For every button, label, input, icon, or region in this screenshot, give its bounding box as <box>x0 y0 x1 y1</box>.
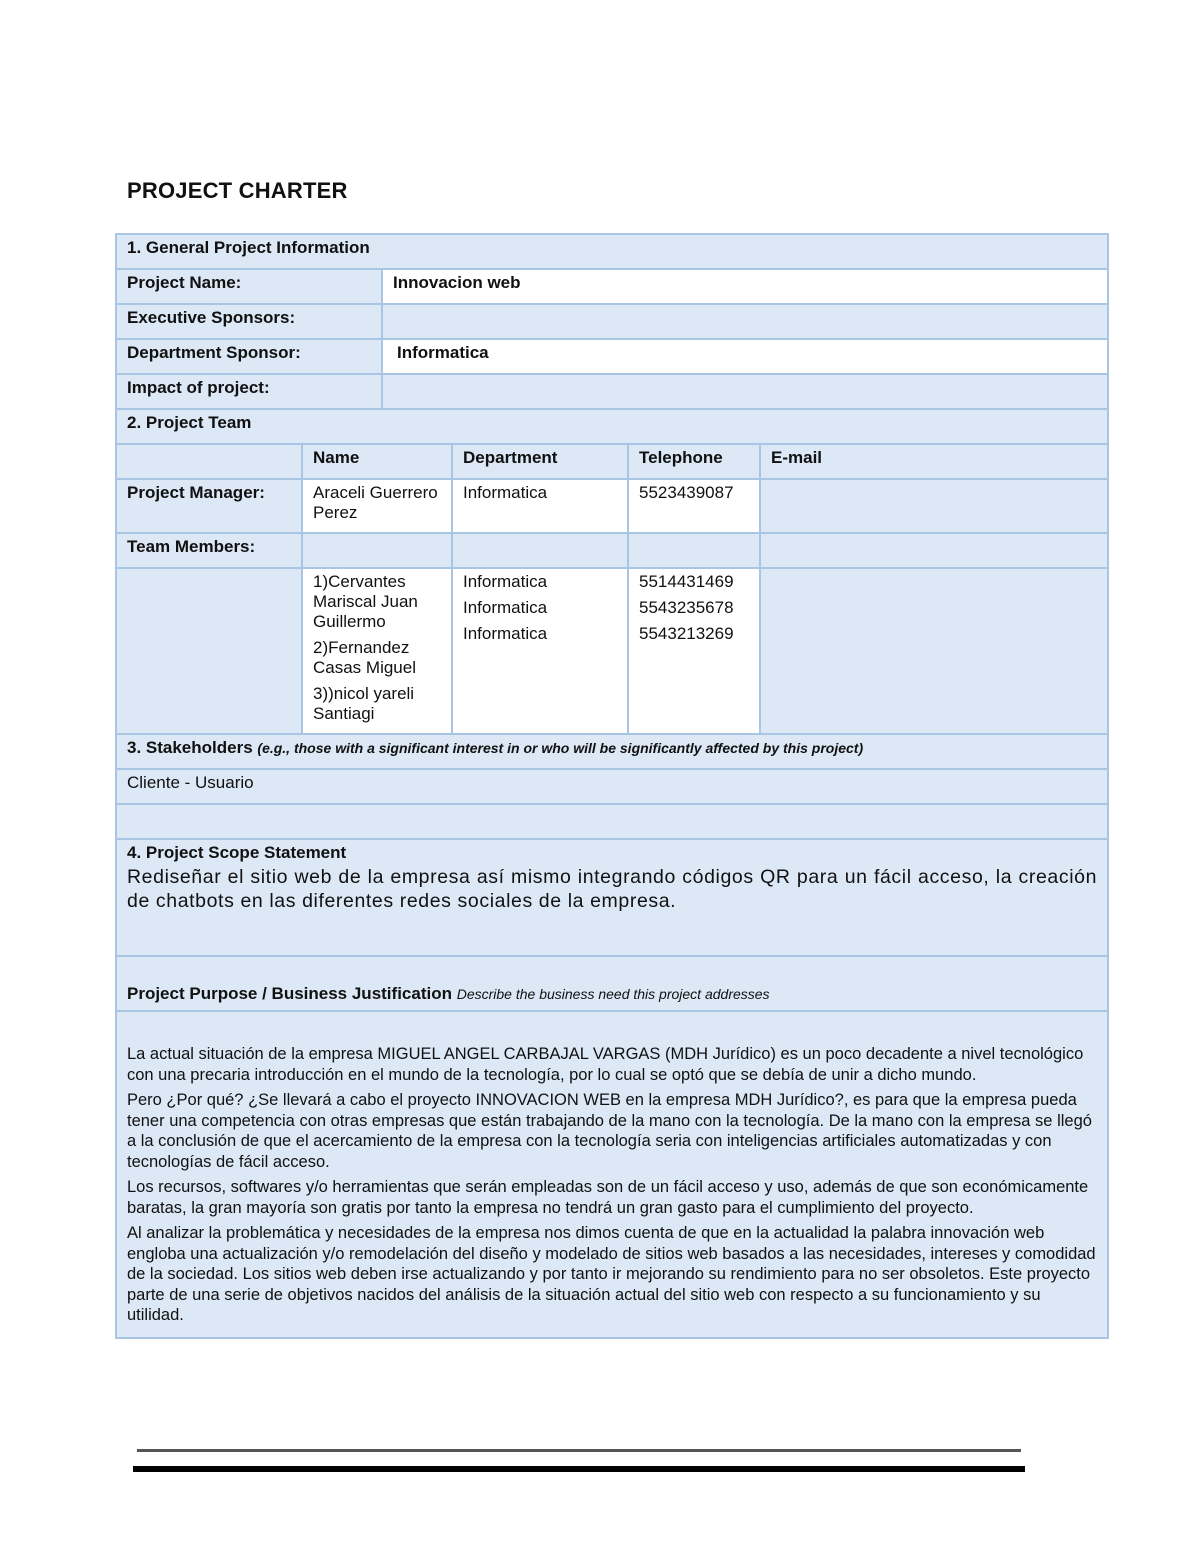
footer-divider-thick <box>133 1466 1025 1472</box>
project-name-row <box>116 269 1108 304</box>
team-members-blank-dept <box>452 533 628 568</box>
section2-heading-row <box>116 409 1108 444</box>
justification-cell <box>116 1011 1108 1338</box>
member-department: Informatica <box>463 624 548 643</box>
purpose-note: Describe the business need this project addresses <box>456 986 770 1002</box>
scope-statement: Rediseñar el sitio web de la empresa así mismo integrando códigos QR para un fácil acceso, la creación de chatbots en las diferentes redes sociales de la empresa. <box>127 866 1098 912</box>
executive-sponsors-row <box>116 304 1108 339</box>
col-header-department: Department <box>452 444 628 479</box>
member-telephone: 5543213269 <box>639 624 734 643</box>
section3-heading-row <box>116 734 1108 769</box>
stakeholders-row <box>116 769 1108 804</box>
project-manager-row <box>116 479 1108 533</box>
section3-note: (e.g., those with a significant interest in or who will be significantly affected by this project) <box>257 740 864 756</box>
col-header-telephone: Telephone <box>628 444 760 479</box>
project-name-label: Project Name: <box>116 269 382 304</box>
justification-row <box>116 1011 1108 1338</box>
stakeholders-value: Cliente - Usuario <box>116 769 1108 804</box>
justification-paragraph: Al analizar la problemática y necesidades de la empresa nos dimos cuenta de que en la actualidad la palabra innovación web engloba una actualización y/o remodelación del diseño y modelado de sitios web basados a las necesidades, intereses y comodidad de la sociedad. Los sitios web deben irse actualizando y por tanto ir mejorando su rendimiento para no ser obsoletos. Este proyecto parte de una serie de objetivos nacidos del análisis de la situación actual del sitio web con respecto a su funcionamiento y su utilidad. <box>127 1224 1096 1324</box>
project-manager-email <box>760 479 1108 533</box>
department-sponsor-value: Informatica <box>382 339 1108 374</box>
project-manager-telephone: 5523439087 <box>628 479 760 533</box>
member-department: Informatica <box>463 598 548 617</box>
section3-heading: 3. Stakeholders <box>127 738 253 757</box>
purpose-heading-row <box>116 956 1108 1011</box>
member-name: 3))nicol yareli Santiagi <box>313 684 415 723</box>
purpose-heading: Project Purpose / Business Justification <box>127 984 452 1003</box>
charter-table <box>115 233 1109 1339</box>
stakeholders-blank-row <box>116 804 1108 839</box>
team-members-label: Team Members: <box>116 533 302 568</box>
project-name-value: Innovacion web <box>382 269 1108 304</box>
project-manager-department: Informatica <box>452 479 628 533</box>
purpose-heading-cell <box>116 956 1108 1011</box>
section1-heading-row <box>116 234 1108 269</box>
team-members-departments <box>452 568 628 734</box>
team-header-row <box>116 444 1108 479</box>
impact-value <box>382 374 1108 409</box>
member-name: 2)Fernandez Casas Miguel <box>313 638 416 677</box>
member-name: 1)Cervantes Mariscal Juan Guillermo <box>313 572 418 631</box>
team-members-blank-tel <box>628 533 760 568</box>
team-members-telephones <box>628 568 760 734</box>
section1-heading: 1. General Project Information <box>116 234 1108 269</box>
team-members-names <box>302 568 452 734</box>
team-members-emails <box>760 568 1108 734</box>
team-header-blank <box>116 444 302 479</box>
member-telephone: 5543235678 <box>639 598 734 617</box>
justification-paragraph: Pero ¿Por qué? ¿Se llevará a cabo el proyecto INNOVACION WEB en la empresa MDH Jurídico?, es para que la empresa pueda tener una competencia con otras empresas que están trabajando de la mano con la tecnología. De la mano con la empresa se llegó a la conclusión de que el acercamiento de la empresa con la tecnología seria con inteligencias artificiales automatizadas y con tecnologías de fácil acceso. <box>127 1091 1092 1171</box>
footer-divider-thin <box>137 1449 1021 1452</box>
member-telephone: 5514431469 <box>639 572 734 591</box>
project-manager-label: Project Manager: <box>116 479 302 533</box>
section2-heading: 2. Project Team <box>116 409 1108 444</box>
team-members-label-row <box>116 533 1108 568</box>
project-manager-name: Araceli Guerrero Perez <box>302 479 452 533</box>
section4-heading: 4. Project Scope Statement <box>127 843 347 862</box>
member-department: Informatica <box>463 572 548 591</box>
stakeholders-blank <box>116 804 1108 839</box>
section3-heading-cell <box>116 734 1108 769</box>
justification-paragraph: La actual situación de la empresa MIGUEL ANGEL CARBAJAL VARGAS (MDH Jurídico) es un poco decadente a nivel tecnológico con una precaria introducción en el mundo de la tecnología, por lo cual se optó que se debía de unir a dicho mundo. <box>127 1045 1084 1084</box>
department-sponsor-row <box>116 339 1108 374</box>
executive-sponsors-value <box>382 304 1108 339</box>
scope-row <box>116 839 1108 956</box>
team-members-row <box>116 568 1108 734</box>
col-header-name: Name <box>302 444 452 479</box>
team-members-blank-email <box>760 533 1108 568</box>
executive-sponsors-label: Executive Sponsors: <box>116 304 382 339</box>
page-title: PROJECT CHARTER <box>127 178 348 203</box>
col-header-email: E-mail <box>760 444 1108 479</box>
scope-cell <box>116 839 1108 956</box>
justification-paragraph: Los recursos, softwares y/o herramientas que serán empleadas son de un fácil acceso y uso, además de que son económicamente baratas, la gran mayoría son gratis por tanto la empresa no tendrá un gran gasto para el cumplimiento del proyecto. <box>127 1178 1089 1217</box>
team-members-blank-label <box>116 568 302 734</box>
team-members-blank-name <box>302 533 452 568</box>
department-sponsor-label: Department Sponsor: <box>116 339 382 374</box>
impact-label: Impact of project: <box>116 374 382 409</box>
impact-row <box>116 374 1108 409</box>
